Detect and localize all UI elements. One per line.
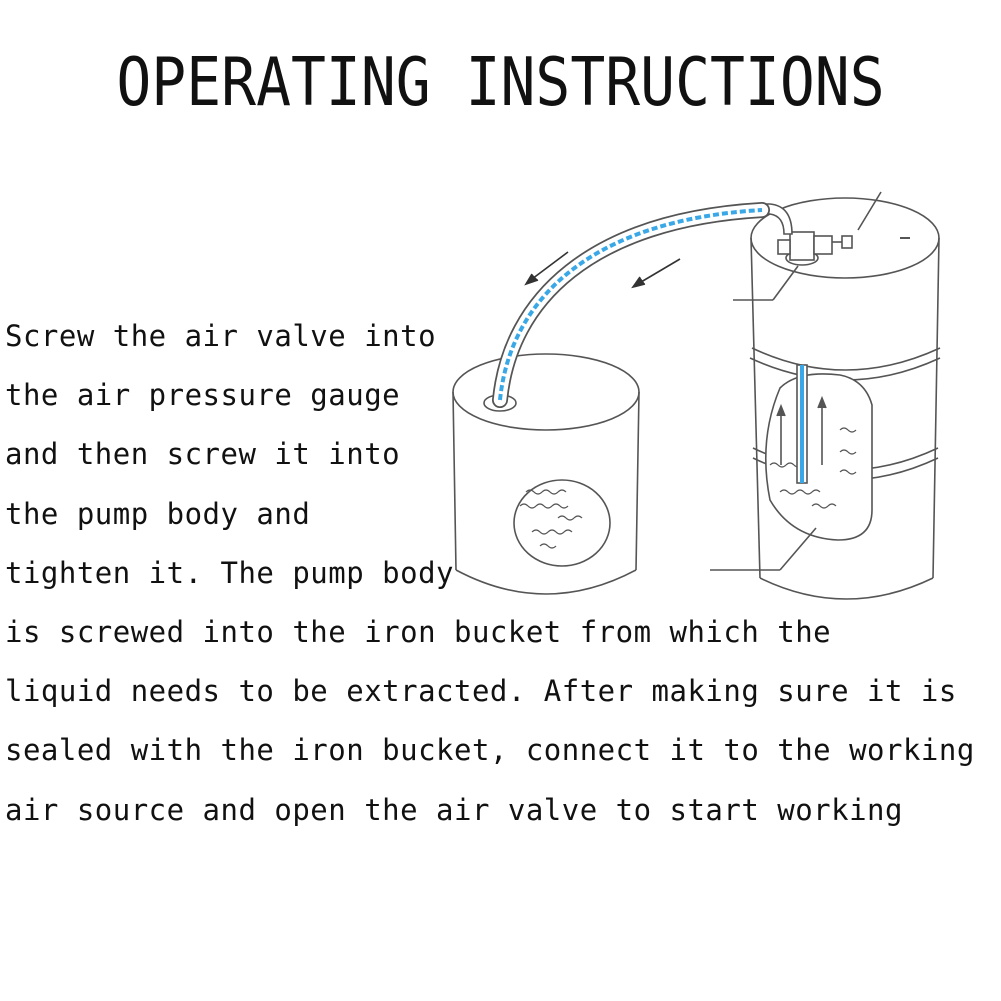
receiving-bucket — [453, 354, 639, 594]
instruction-line: the air pressure gauge — [5, 378, 401, 412]
instruction-line: tighten it. The pump body — [5, 556, 454, 590]
instruction-line: the pump body and — [5, 497, 311, 531]
pump-diagram — [440, 180, 980, 610]
instruction-line: liquid needs to be extracted. After making sure it is — [5, 674, 957, 708]
instruction-line: is screwed into the iron bucket from which the — [5, 615, 832, 649]
instruction-line: air source and open the air valve to start working — [5, 793, 903, 827]
instruction-line: sealed with the iron bucket, connect it to the working — [5, 733, 975, 767]
iron-bucket — [750, 198, 940, 599]
instruction-line: and then screw it into — [5, 437, 401, 471]
bucket-window — [514, 480, 610, 566]
page-title: OPERATING INSTRUCTIONS — [116, 42, 885, 122]
instruction-line: Screw the air valve into — [5, 319, 437, 353]
